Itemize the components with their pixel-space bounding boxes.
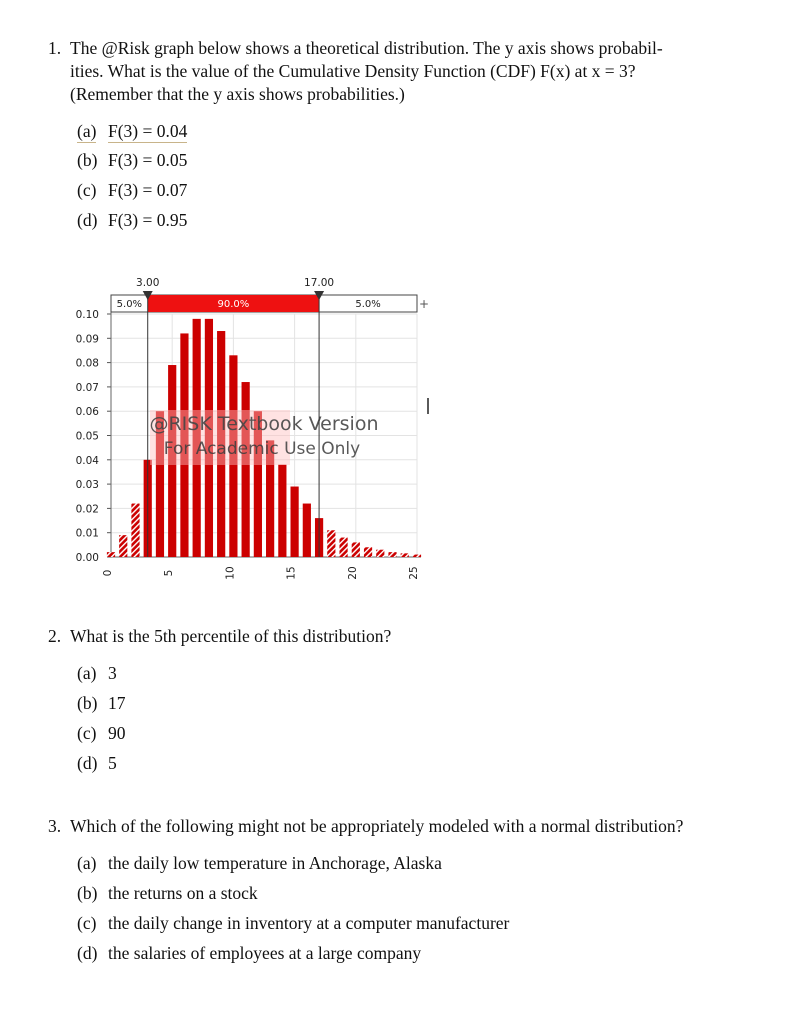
bar-x-0 [107, 552, 115, 557]
y-tick-label: 0.01 [75, 527, 99, 540]
y-tick-label: 0.05 [75, 430, 99, 443]
bar-x-25 [413, 555, 421, 557]
q2-option-a-label[interactable]: (a) [77, 663, 97, 683]
bar-x-18 [327, 530, 335, 557]
q2-option-d-label[interactable]: (d) [77, 753, 98, 773]
x-tick-label: 25 [408, 566, 420, 580]
q1-option-c-text[interactable]: F(3) = 0.07 [108, 180, 188, 200]
q1-option-d-text[interactable]: F(3) = 0.95 [108, 210, 188, 230]
question-3-line-1: Which of the following might not be appropriately modeled with a normal distribution? [70, 816, 684, 836]
q1-option-b-label[interactable]: (b) [77, 150, 98, 170]
q1-option-a-label[interactable]: (a) [77, 121, 97, 141]
y-tick-label: 0.02 [75, 503, 99, 516]
watermark-line-1: @RISK Textbook Version [149, 413, 379, 435]
q3-option-d-text[interactable]: the salaries of employees at a large company [108, 943, 422, 963]
delimiter-left-label: 3.00 [136, 277, 160, 289]
band-handle-icon: + [418, 297, 430, 311]
bar-x-20 [352, 542, 360, 557]
y-tick-label: 0.06 [75, 406, 99, 419]
q3-option-b-label[interactable]: (b) [77, 883, 98, 903]
bar-x-16 [303, 504, 311, 557]
band-label-middle: 90.0% [217, 299, 250, 310]
q1-option-d-label[interactable]: (d) [77, 210, 98, 230]
q3-option-b-text[interactable]: the returns on a stock [108, 883, 258, 903]
q2-option-a-text[interactable]: 3 [108, 663, 117, 683]
band-label-left: 5.0% [116, 299, 143, 310]
x-tick-label: 5 [163, 569, 176, 577]
y-tick-label: 0.09 [75, 333, 99, 346]
band-label-right: 5.0% [355, 299, 381, 310]
bar-x-11 [242, 382, 250, 557]
bar-x-14 [278, 465, 286, 557]
q1-option-a-text[interactable]: F(3) = 0.04 [108, 121, 188, 141]
bar-x-15 [291, 487, 299, 557]
bar-x-22 [376, 550, 384, 557]
q2-option-c-label[interactable]: (c) [77, 723, 97, 743]
q1-option-c-label[interactable]: (c) [77, 180, 97, 200]
q1-option-b-text[interactable]: F(3) = 0.05 [108, 150, 188, 170]
question-1-number: 1. [48, 38, 62, 58]
q3-option-a-text[interactable]: the daily low temperature in Anchorage, Alaska [108, 853, 442, 873]
x-tick-label: 0 [102, 569, 114, 577]
q2-option-c-text[interactable]: 90 [108, 723, 126, 743]
bar-x-24 [401, 553, 409, 557]
question-2-number: 2. [48, 626, 62, 646]
q3-option-d-label[interactable]: (d) [77, 943, 98, 963]
bar-x-23 [388, 552, 396, 557]
q3-option-c-text[interactable]: the daily change in inventory at a computer manufacturer [108, 913, 510, 933]
q3-option-a-label[interactable]: (a) [77, 853, 97, 873]
q3-option-c-label[interactable]: (c) [77, 913, 97, 933]
watermark-line-2: For Academic Use Only [163, 439, 361, 459]
question-1-line-3: (Remember that the y axis shows probabilities.) [70, 84, 405, 104]
delimiter-right-label: 17.00 [304, 277, 335, 289]
y-tick-label: 0.08 [75, 357, 99, 370]
y-tick-label: 0.10 [75, 309, 99, 321]
question-1-line-1: The @Risk graph below shows a theoretical distribution. The y axis shows probabil- [70, 38, 663, 58]
q2-option-b-label[interactable]: (b) [77, 693, 98, 713]
question-1-line-2: ities. What is the value of the Cumulative Density Function (CDF) F(x) at x = 3? [70, 61, 636, 81]
y-tick-label: 0.07 [75, 381, 99, 394]
question-2-line-1: What is the 5th percentile of this distribution? [70, 626, 392, 646]
bar-x-2 [131, 504, 139, 557]
y-tick-label: 0.04 [75, 454, 99, 467]
q2-option-b-text[interactable]: 17 [108, 693, 126, 713]
y-tick-label: 0.03 [75, 479, 99, 492]
bar-x-1 [119, 535, 127, 557]
x-tick-label: 15 [285, 566, 298, 580]
x-tick-label: 20 [346, 566, 359, 580]
bar-x-21 [364, 547, 372, 557]
q2-option-d-text[interactable]: 5 [108, 753, 117, 773]
bar-x-19 [339, 538, 347, 557]
question-3-number: 3. [48, 816, 62, 836]
y-tick-label: 0.00 [75, 552, 99, 564]
x-tick-label: 10 [224, 566, 237, 580]
